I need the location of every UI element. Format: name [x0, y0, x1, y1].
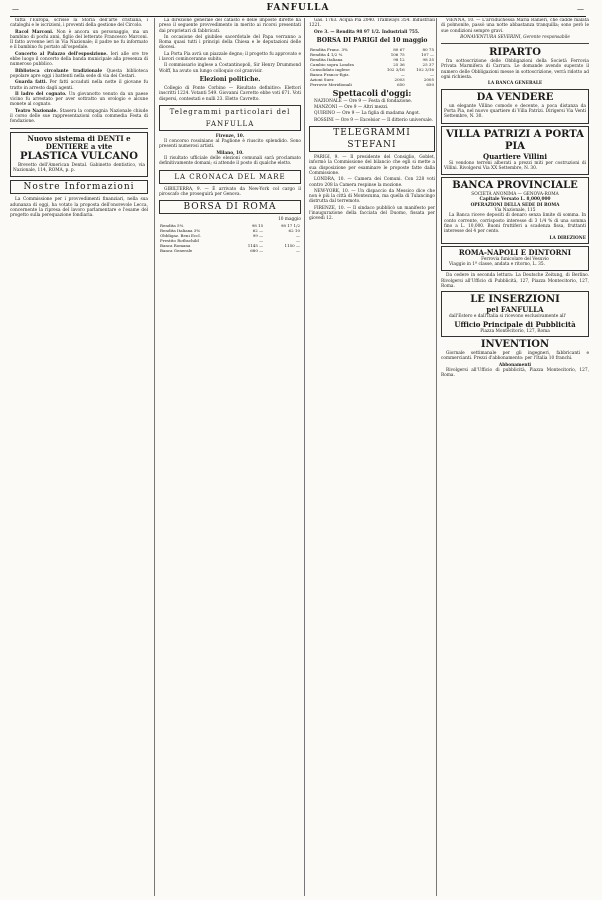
- table-cell: Rendita Italiana 3%: [160, 227, 201, 233]
- spettacoli-list: [309, 99, 435, 123]
- marconi-text: Non è ancora un personaggio, ma un bambino di pochi anni, figlio del letterato Francesco Marconi. Il fatto avvenne ieri in Via Nazionale; il padre ne fu informato e il bambino fu portato all'ospedale.: [10, 29, 148, 51]
- inserzioni-heading: LE INSERZIONI: [470, 294, 560, 306]
- ladri-text: Un giovanotto venuto da un paese vicino fu arrestato per aver sottratto un orologio e alcune monete al cognato.: [10, 91, 148, 108]
- table-cell: —: [296, 247, 300, 253]
- spettacolo-item: ROSSINI — Ore 9 — Excelsior — Il ditterio universale.: [314, 117, 434, 123]
- banca-advert: [441, 177, 589, 244]
- tel-firenze-text: Il concorso rossiniano al Paglione è riuscito splendido. Sono presenti numerosi artisti.: [159, 139, 301, 150]
- biblioteca-text: Questa biblioteca popolare apre oggi i battenti nella sede di via dei Cestari.: [10, 68, 148, 79]
- table-cell: Prestito Rothschild: [160, 237, 199, 243]
- chiusura-text: Ore 3. — Rendita 98 97 1/2. Industriali 755.: [314, 29, 420, 35]
- villa-text: Si vendono terreni alberati a prezzi miti per costruzioni di Villini. Rivolgersi Via XX Settembre, N. 30.: [444, 160, 586, 171]
- newspaper-page: [10, 0, 589, 900]
- denti-ad-title: Nuovo sistema di DENTI e DENTIERE a vite: [27, 133, 131, 151]
- table-cell: Banca Franco-Egiz.: [310, 71, 350, 77]
- elezioni-heading: Elezioni politiche.: [199, 75, 261, 83]
- vienna-text: VIENNA, 10. — L'arciduchessa Maria Ranieri, che cadde malata di polmonite, passò una notte abbastanza tranquilla; sono però le sue condizioni sempre gravi.: [441, 18, 589, 34]
- masthead: [10, 2, 586, 17]
- porta-pia-text: La Porta Pia avrà un piazzale degno; il progetto fu approvato e i lavori cominceranno subito.: [159, 51, 301, 63]
- table-cell: 1150 —: [284, 242, 300, 248]
- table-cell: Consolidato inglese: [310, 66, 350, 72]
- riparto-signature: LA BANCA GENERALE: [487, 81, 543, 87]
- intro-text: tutta l'Europa, scrisse la Storia dell'arte cristiana, i cataloghi e le iscrizioni, i proventi della gestione del Circolo.: [10, 18, 148, 29]
- table-cell: Rendita 5%: [160, 222, 184, 228]
- table-cell: 80 67: [393, 46, 405, 52]
- borsa-roma-heading: BORSA DI ROMA: [159, 200, 301, 214]
- ladri-heading: Il ladro del cognato.: [15, 91, 67, 97]
- table-cell: —: [296, 237, 300, 243]
- table-cell: 25 37: [422, 61, 434, 67]
- divider: [441, 43, 589, 44]
- guarda-text: Per fatti accaduti nella notte il giovane fu tratto in arresto dagli agenti.: [10, 80, 148, 91]
- table-cell: 102 3/16: [416, 66, 434, 72]
- table-cell: —: [259, 237, 264, 243]
- biblioteca-heading: Biblioteca circolante tradizionale: [15, 68, 103, 74]
- riparto-heading: RIPARTO: [489, 47, 541, 59]
- telegrammi-particolari-heading: Telegrammi particolari del FANFULLA: [159, 105, 301, 131]
- inserzioni-advert: [441, 291, 589, 337]
- tel-firenze-dateline: Firenze, 10.: [215, 133, 245, 139]
- villa-heading: VILLA PATRIZI A PORTA PIA: [446, 128, 584, 152]
- table-cell: 99 —: [252, 232, 264, 238]
- roma-napoli-text: Viaggio in 1ª classe, andata e ritorno, L. 35.: [449, 262, 545, 268]
- newyork-telegram: NEW-YORK, 10. — Un dispaccio da Messico dice che non è più la città di Montezuma, ma quella di Tulancingo distrutta dal terremoto.: [309, 188, 435, 205]
- table-cell: Rendita Franc. 3%: [310, 46, 348, 52]
- vendere-advert: [441, 89, 589, 124]
- denti-advert: [10, 132, 148, 178]
- column-2: [154, 18, 301, 896]
- telegrammi-stefani-heading: TELEGRAMMI STEFANI: [309, 126, 435, 152]
- vendere-text: un elegante Villino comodo e decente, a poca distanza da Porta Pia, nel nuovo quartiere di Villa Patrizi. Dirigersi Via Venti Settembre, N. 30.: [444, 103, 586, 120]
- borsa-roma-date: 10 maggio: [278, 217, 301, 223]
- notizie-heading: Nostre Informazioni: [10, 180, 148, 194]
- cambi-top-text: Gas. 1763. Acqua Pia 2040. Tramways 354. Industriali 1221.: [309, 18, 435, 29]
- table-cell: 106 75: [390, 51, 405, 57]
- teatro-text: Stasera la compagnia Nazionale chiude il corso delle sue rappresentazioni colla commedia Festa di fondazione.: [10, 108, 148, 125]
- spettacolo-item: MANZONI — Ore 9 — Altri mezzi.: [314, 105, 389, 111]
- table-cell: —: [400, 71, 405, 77]
- cronaca-mare-text: GIBILTERRA, 9. — È arrivato da New-York col cargo il piroscafo che proseguirà per Genova.: [159, 186, 301, 197]
- inserzioni-subheading: pel FANFULLA: [486, 305, 544, 315]
- giubileo-text: In occasione del giubileo sacerdotale del Papa verranno a Roma quasi tutti i principi della Chiesa e le deputazioni delle diocesi.: [159, 34, 301, 51]
- abbonamento-address: Rivolgersi all'Ufficio di pubblicità, Piazza Montecitorio, 127, Roma.: [441, 367, 589, 379]
- invention-heading: INVENTION: [480, 338, 550, 350]
- villa-advert: [441, 126, 589, 176]
- borsa-parigi-table: [309, 47, 435, 87]
- banca-subheading: SOCIETÀ ANONIMA — GENOVA-ROMA: [471, 192, 559, 198]
- parigi-telegram: PARIGI, 9. — Il presidente del Consiglio, Goblet, informò la Commissione del bilancio che egli si mette a sua disposizione per esaminare le proposte fatte dalla Commissione.: [309, 155, 435, 176]
- abbonamento-heading: Abbonamenti: [498, 362, 532, 368]
- teatro-heading: Teatro Nazionale.: [15, 108, 58, 114]
- roma-napoli-advert: [441, 246, 589, 272]
- banca-direzione: LA DIREZIONE: [549, 235, 586, 241]
- denti-ad-text: Brevetto dell'American Dental. Gabinetto dentistico, via Nazionale, 114, ROMA, p. p.: [13, 162, 145, 173]
- inserzioni-text: dall'Estero e dall'Italia si ricevono esclusivamente all': [449, 314, 567, 320]
- villa-subheading: Quartiere Villini: [482, 151, 548, 161]
- column-1: [10, 18, 148, 896]
- spettacolo-item: NAZIONALE — Ore 9 — Festa di fondazione.: [314, 98, 412, 104]
- table-cell: 2005: [423, 76, 434, 82]
- firenze-telegram: FIRENZE, 10. — Il sindaco pubblicò un manifesto per l'inaugurazione della facciata del Duomo, fissata per giovedì 12.: [309, 205, 435, 222]
- tel-milano-text: Il risultato ufficiale delle elezioni comunali sarà proclamato definitivamente domani; si attende il posto di qualche eletto.: [159, 156, 301, 167]
- table-cell: 62 10: [288, 227, 300, 233]
- table-cell: 680 —: [250, 247, 264, 253]
- table-cell: Rendita 4 1/2 %: [310, 51, 343, 57]
- guarda-heading: Guarda fatti.: [15, 80, 47, 86]
- table-cell: 62 —: [252, 227, 264, 233]
- table-cell: 98 35: [422, 56, 434, 62]
- notizie-text: La Commissione per i provvedimenti finanziari, nella sua adunanza di oggi, ha votato la proposta dell'onorevole Lecca, concernente la ripresa del lavoro parlamentare e l'esame del progetto sulla perequazione fondiaria.: [10, 197, 148, 219]
- table-cell: 25 36: [393, 61, 405, 67]
- column-4: [436, 18, 589, 896]
- concerto-text: Ieri alle ore tre ebbe luogo il concerto della banda municipale alla presenza di numeroso pubblico.: [10, 51, 148, 68]
- marconi-heading: Racol Marconi.: [15, 29, 54, 35]
- zeitung-text: Da cedere in seconda lettura: La Deutsche Zeitung, di Berlino. Rivolgersi all'Ufficio di Pubblicità, 127, Piazza Montecitorio, 127, Roma.: [441, 273, 589, 290]
- banca-heading: BANCA PROVINCIALE: [452, 180, 578, 192]
- vendere-heading: DA VENDERE: [476, 91, 554, 103]
- gerente-line: BONAVENTURA SEVERINI, Gerente responsabile: [460, 34, 570, 40]
- table-cell: —: [430, 71, 434, 77]
- concerto-heading: Concerto al Palazzo dell'esposizione.: [15, 51, 108, 57]
- operazioni-address: Via Nazionale, 115: [494, 208, 536, 214]
- tel-milano-dateline: Milano, 10.: [216, 150, 244, 156]
- spettacoli-heading: Spettacoli d'oggi:: [332, 87, 412, 98]
- table-cell: Obbligaz. Beni Eccl.: [160, 232, 201, 238]
- ufficio-address: Piazza Montecitorio, 127, Roma: [480, 328, 550, 334]
- table-cell: 98 12: [393, 56, 405, 62]
- spettacolo-item: QUIRINO — Ore 9 — La figlia di madama Angot.: [314, 111, 421, 117]
- table-cell: Rendita Italiana: [310, 56, 343, 62]
- newspaper-title: FANFULLA: [266, 3, 330, 13]
- table-cell: Banca Romana: [160, 242, 191, 248]
- roma-napoli-subheading: Ferrovia funicolare del Vesuvio: [481, 256, 549, 262]
- header-left-mark: —: [12, 5, 19, 13]
- cronaca-mare-heading: LA CRONACA DEL MARE: [159, 170, 301, 184]
- column-3: [304, 18, 435, 896]
- ufficio-heading: Ufficio Principale di Pubblicità: [454, 319, 576, 329]
- table-cell: 107 —: [421, 51, 434, 57]
- table-cell: 98 17 1/2: [280, 222, 300, 228]
- table-cell: —: [296, 232, 300, 238]
- table-cell: Ferrovie Meridionali: [310, 81, 352, 87]
- roma-napoli-heading: ROMA-NAPOLI E DINTORNI: [458, 247, 572, 257]
- table-cell: 1145 —: [247, 242, 264, 248]
- table-row: [309, 82, 435, 87]
- operazioni-text: La Banca riceve depositi di denaro senza limite di somma. In conto corrente, corrisposto interesse di 3 1/4 % di una somma fino a L. 10,000. Buoni fruttiferi a scadenza fissa, fruttanti interesse del 4 per cento.: [444, 213, 586, 235]
- table-cell: Azioni Suez: [310, 76, 334, 82]
- riparto-text: fra sottoscrizione delle Obbligazioni della Società Ferrovia Privata Marmifera di Carrara. Le domande avendo superato il numero delle Obbligazioni messe in sottoscrizione, verrà ridotto ad ogni richiesta.: [441, 59, 589, 81]
- invention-text: Giornale settimanale per gli ingegneri, fabbricanti e commercianti. Prezzi d'abbonamento: per l'Italia 10 franchi.: [441, 350, 589, 362]
- borsa-roma-table: [159, 223, 301, 253]
- londra-telegram: LONDRA, 10. — Camera dei Comuni. Con 228 voti contro 208 la Camera respinse la mozione.: [309, 177, 435, 188]
- catasto-text: La direzione generale del catasto e delle imposte dirette ha preso il seguente provvedimento in merito ai ricorsi presentati dai proprietari di fabbricati.: [159, 18, 301, 34]
- table-cell: 102 3/16: [386, 66, 405, 72]
- divider: [10, 128, 148, 129]
- table-cell: 650: [397, 81, 405, 87]
- banca-capitale: Capitale Versato L. 8,000,000: [479, 197, 551, 203]
- elezioni-text: Collegio di Ponte Corbino — Risultato definitivo: Elettori inscritti 1224. Votanti 549. Giovanni Cavretto ebbe voti 671. Voti dispersi, contestati e nulli 23. Eletto Cavretto.: [159, 85, 301, 102]
- table-cell: Cambio sopra Londra: [310, 61, 354, 67]
- operazioni-heading: OPERAZIONI DELLA SEDE DI ROMA: [470, 202, 560, 208]
- borsa-parigi-heading: BORSA DI PARIGI del 10 maggio: [316, 36, 428, 44]
- denti-ad-subtitle: PLASTICA VULCANO: [20, 150, 138, 162]
- table-cell: 98 15: [251, 222, 264, 228]
- table-row: [159, 248, 301, 253]
- table-cell: 2003: [394, 76, 405, 82]
- table-cell: Banca Generale: [160, 247, 193, 253]
- table-cell: 650: [426, 81, 434, 87]
- drummond-text: Il commissario inglese a Costantinopoli, Sir Henry Drummond Wolff, ha avuto un lungo colloquio col granvisir.: [159, 63, 301, 74]
- table-cell: 80 75: [422, 46, 434, 52]
- header-right-mark: —: [577, 5, 584, 13]
